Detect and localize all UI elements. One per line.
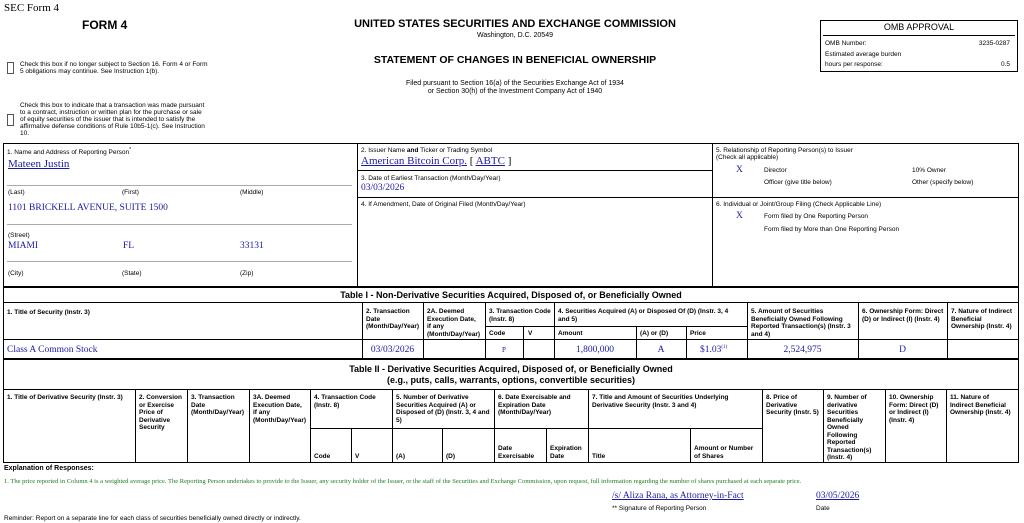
t2-h5: 5. Number of Derivative Securities Acquired (A) or Disposed of (D) (Instr. 3, 4 and 5) <box>396 394 490 424</box>
rule-10b5-line-3: of equity securities of the issuer that is intended to satisfy the <box>20 116 196 123</box>
rule-10b5-line-2: to a contract, instruction or written plan for the purchase or sale <box>20 109 202 116</box>
t2-h6: 6. Date Exercisable and Expiration Date (Month/Day/Year) <box>498 394 571 416</box>
t2-sub-exercisable: Date Exercisable <box>498 445 535 460</box>
t1-h2a: 2A. Deemed Execution Date, if any (Month/Day/Year) <box>427 308 481 338</box>
t2-sub-v: V <box>355 453 360 460</box>
t2-sub-amount: Amount or Number of Shares <box>694 445 754 460</box>
agency-city: Washington, D.C. 20549 <box>476 32 553 39</box>
t1-sub-amount: Amount <box>558 330 583 337</box>
explanation-label: Explanation of Responses: <box>4 465 94 472</box>
form-title: FORM 4 <box>82 18 128 32</box>
t1-h3: 3. Transaction Code (Instr. 8) <box>489 308 551 323</box>
zip-label: (Zip) <box>240 270 254 277</box>
t2-sub-a: (A) <box>396 453 406 460</box>
t2-h3a: 3A. Deemed Execution Date, if any (Month/Day/Year) <box>253 394 307 424</box>
table-1-title: Table I - Non-Derivative Securities Acquired, Disposed of, or Beneficially Owned <box>340 290 682 300</box>
city-label: (City) <box>8 270 24 277</box>
t2-h9: 9. Number of derivative Securities Beneficially Owned Following Reported Transaction(s) (Instr. 4) <box>827 394 872 461</box>
issuer-label: 2. Issuer Name and Ticker or Trading Symbol <box>361 147 493 154</box>
earliest-date-label: 3. Date of Earliest Transaction (Month/Day/Year) <box>361 175 501 182</box>
more-person-label: Form filed by More than One Reporting Person <box>764 226 900 233</box>
t1-h2: 2. Transaction Date (Month/Day/Year) <box>366 308 420 330</box>
officer-label: Officer (give title below) <box>764 179 832 186</box>
t2-h10: 10. Ownership Form: Direct (D) or Indirect (I) (Instr. 4) <box>889 394 939 424</box>
t1-row-ad: A <box>657 345 665 355</box>
zip-value: 33131 <box>240 241 264 251</box>
director-label: Director <box>764 167 787 174</box>
t2-h3: 3. Transaction Date (Month/Day/Year) <box>191 394 245 416</box>
t1-row-owned: 2,524,975 <box>783 345 822 355</box>
footnote-1: 1. The price reported in Column 4 is a weighted average price. The Reporting Person undertakes to provide to the Issuer, any security holder of the Issuer, or the staff of the Securities and Exchange Commission, upon request, full information regarding the number of shares purchased at each separate price. <box>4 478 802 485</box>
earliest-date-value: 03/03/2026 <box>361 183 405 193</box>
no-longer-subject-line-1: Check this box if no longer subject to Section 16. Form 4 or Form <box>20 61 208 68</box>
relationship-label-1: 5. Relationship of Reporting Person(s) to Issuer <box>716 147 853 154</box>
signature-label: ** Signature of Reporting Person <box>612 505 707 512</box>
t1-sub-code: Code <box>489 330 506 337</box>
table-2-title: Table II - Derivative Securities Acquired, Disposed of, or Beneficially Owned (e.g., puts, calls, warrants, options, convertible securities) <box>349 364 673 385</box>
t2-h1: 1. Title of Derivative Security (Instr. 3) <box>7 394 123 401</box>
omb-burden-label: Estimated average burden <box>825 51 902 58</box>
filed-line-2: or Section 30(h) of the Investment Company Act of 1940 <box>427 88 603 95</box>
t1-h6: 6. Ownership Form: Direct (D) or Indirect (I) (Instr. 4) <box>862 308 944 323</box>
signature-date[interactable]: 03/05/2026 <box>816 491 860 501</box>
agency-name: UNITED STATES SECURITIES AND EXCHANGE COMMISSION <box>354 18 676 30</box>
t1-h4: 4. Securities Acquired (A) or Disposed Of (D) (Instr. 3, 4 and 5) <box>558 308 729 323</box>
t2-sub-expiration: Expiration Date <box>550 445 582 460</box>
t1-sub-ad: (A) or (D) <box>640 330 669 337</box>
street-value: 1101 BRICKELL AVENUE, SUITE 1500 <box>8 203 168 213</box>
omb-hours-label: hours per response: <box>825 61 883 68</box>
t1-h5: 5. Amount of Securities Beneficially Owned Following Reported Transaction(s) (Instr. 3 and 4) <box>751 308 851 338</box>
omb-number-label: OMB Number: <box>825 40 867 47</box>
t2-h2: 2. Conversion or Exercise Price of Derivative Security <box>139 394 182 431</box>
first-label: (First) <box>122 189 139 196</box>
t2-h7: 7. Title and Amount of Securities Underlying Derivative Security (Instr. 3 and 4) <box>592 394 729 409</box>
no-longer-subject-checkbox[interactable] <box>7 62 14 74</box>
t2-h8: 8. Price of Derivative Security (Instr. 5) <box>766 394 819 416</box>
relationship-label-2: (Check all applicable) <box>716 154 779 161</box>
t1-sub-v: V <box>528 330 533 337</box>
issuer-ticker[interactable]: ABTC <box>475 155 505 167</box>
reminder: Reminder: Report on a separate line for each class of securities beneficially owned directly or indirectly. <box>4 515 301 522</box>
other-label: Other (specify below) <box>912 179 974 186</box>
t1-row-price: $1.03$^{(1)}$ <box>700 345 728 356</box>
last-label: (Last) <box>8 189 25 196</box>
omb-number-value: 3235-0287 <box>978 40 1010 47</box>
t1-h1: 1. Title of Security (Instr. 3) <box>7 309 90 316</box>
issuer-name[interactable]: American Bitcoin Corp. <box>361 155 468 167</box>
t1-row-code: P <box>502 346 506 354</box>
t1-row-amount: 1,800,000 <box>576 345 614 355</box>
amendment-label: 4. If Amendment, Date of Original Filed (Month/Day/Year) <box>361 201 526 208</box>
issuer-line: American Bitcoin Corp. [ ABTC ] <box>361 155 512 167</box>
director-mark: X <box>736 165 743 175</box>
page-label: SEC Form 4 <box>4 2 60 14</box>
state-label: (State) <box>122 270 142 277</box>
city-value: MIAMI <box>8 241 39 251</box>
rule-10b5-line-4: affirmative defense conditions of Rule 10b5-1(c). See Instruction <box>20 123 205 130</box>
street-label: (Street) <box>8 232 30 239</box>
one-person-mark: X <box>736 211 743 221</box>
signature-date-label: Date <box>816 505 830 512</box>
t2-h4: 4. Transaction Code (Instr. 8) <box>314 394 376 409</box>
no-longer-subject-line-2: 5 obligations may continue. See Instruction 1(b). <box>20 68 160 75</box>
reporting-person-name[interactable]: Mateen Justin <box>8 158 70 170</box>
omb-title: OMB APPROVAL <box>883 22 955 32</box>
one-person-label: Form filed by One Reporting Person <box>764 213 869 220</box>
statement-title: STATEMENT OF CHANGES IN BENEFICIAL OWNERSHIP <box>373 54 657 66</box>
t1-row-form: D <box>899 345 906 355</box>
omb-hours-value: 0.5 <box>1000 61 1010 68</box>
rule-10b5-line-5: 10. <box>20 130 30 137</box>
filing-label: 6. Individual or Joint/Group Filing (Check Applicable Line) <box>716 201 882 208</box>
ten-pct-label: 10% Owner <box>912 167 946 174</box>
signature-value[interactable]: /s/ Aliza Rana, as Attorney-in-Fact <box>612 491 744 501</box>
t1-row-title: Class A Common Stock <box>7 345 98 355</box>
t1-row-date: 03/03/2026 <box>370 345 415 355</box>
t2-h11: 11. Nature of Indirect Beneficial Ownership (Instr. 4) <box>950 394 1011 416</box>
t2-sub-code: Code <box>314 453 331 460</box>
state-value: FL <box>123 241 135 251</box>
rule-10b5-line-1: Check this box to indicate that a transaction was made pursuant <box>20 102 205 109</box>
rule-10b5-checkbox[interactable] <box>7 114 14 126</box>
middle-label: (Middle) <box>240 189 264 196</box>
t1-h7: 7. Nature of Indirect Beneficial Ownership (Instr. 4) <box>951 308 1013 330</box>
filed-line-1: Filed pursuant to Section 16(a) of the Securities Exchange Act of 1934 <box>406 80 624 87</box>
reporting-person-label: 1. Name and Address of Reporting Person* <box>7 147 132 157</box>
t2-sub-title: Title <box>592 453 606 460</box>
t1-sub-price: Price <box>690 330 706 337</box>
t2-sub-d: (D) <box>446 453 456 460</box>
